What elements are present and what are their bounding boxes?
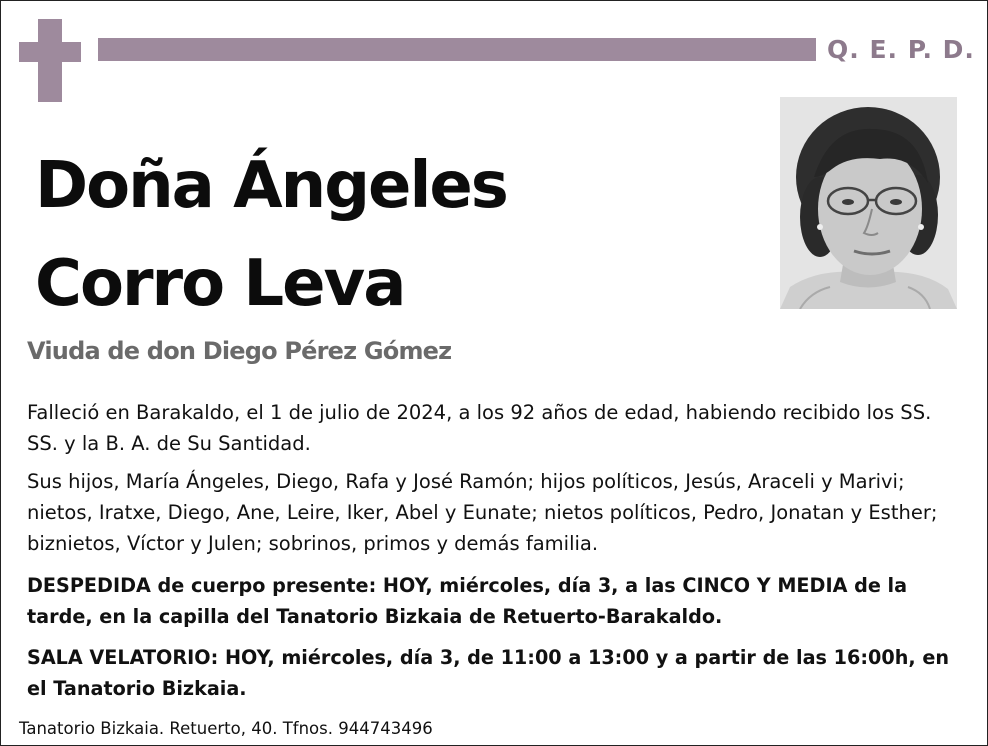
deceased-name <box>35 137 735 333</box>
footer-contact: Tanatorio Bizkaia. Retuerto, 40. Tfnos. 944743496 <box>19 719 433 738</box>
portrait-photo <box>780 97 957 309</box>
name-line-2: Corro Leva <box>35 247 405 321</box>
death-paragraph: Falleció en Barakaldo, el 1 de julio de 2024, a los 92 años de edad, habiendo recibido los SS. SS. y la B. A. de Su Santidad. <box>27 401 932 455</box>
name-line-1: Doña Ángeles <box>35 149 507 223</box>
cross-horizontal-bar <box>19 42 81 62</box>
portrait-image <box>780 97 957 309</box>
header-rule <box>98 38 816 61</box>
qepd-label: Q. E. P. D. <box>827 35 975 64</box>
despedida-paragraph: DESPEDIDA de cuerpo presente: HOY, miércoles, día 3, a las CINCO Y MEDIA de la tarde, en la capilla del Tanatorio Bizkaia de Retuerto-Barakaldo. <box>27 574 908 628</box>
widow-subtitle: Viuda de don Diego Pérez Gómez <box>27 337 452 365</box>
family-paragraph: Sus hijos, María Ángeles, Diego, Rafa y José Ramón; hijos políticos, Jesús, Araceli y Marivi; nietos, Iratxe, Diego, Ane, Leire, Iker, Abel y Eunate; nietos políticos, Pedro, Jonatan y Esther; biznietos, Víctor y Julen; sobrinos, primos y demás familia. <box>27 470 938 555</box>
velatorio-paragraph: SALA VELATORIO: HOY, miércoles, día 3, de 11:00 a 13:00 y a partir de las 16:00h, en el Tanatorio Bizkaia. <box>27 646 950 700</box>
